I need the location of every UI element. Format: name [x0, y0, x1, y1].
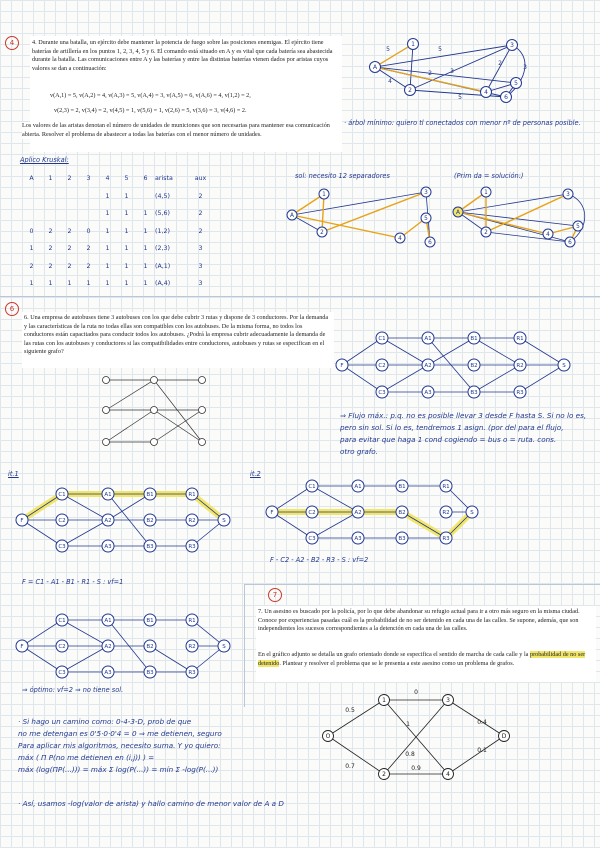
- cell: 1: [105, 262, 110, 270]
- flow-note-line-2: pero sin sol. Si lo es, tendremos 1 asign. (por del para el flujo,: [340, 423, 564, 432]
- problem-4-statement: 4. Durante una batalla, un ejército debe mantener la potencia de fuego sobre las posiciones enemigas. El ejército tiene baterías de artillería en los puntos 1, 2, 3, 4, 5 y 6. El comando está situado en A y es vital que cada batería sea abastecida durante la batalla. Las comunicaciones entre A y las baterías y entre las distintas baterías vienen dados por aristas cuyos valores se dan a continuación:: [32, 39, 333, 72]
- cell: 2: [198, 227, 203, 235]
- prim-solution-graph: [448, 182, 596, 252]
- flow-note-line-3: para evitar que haga 1 cond cogiendo = bus o = ruta. cons.: [340, 435, 557, 444]
- cell: [79, 188, 98, 206]
- svg-text:A1: A1: [354, 484, 362, 490]
- problem-7-printed-block: [256, 606, 596, 682]
- cell: 3: [198, 245, 203, 253]
- problem-7-graph: [316, 686, 516, 782]
- cell: (4,5): [155, 192, 170, 200]
- svg-text:4: 4: [546, 232, 550, 238]
- cell: 2: [67, 245, 72, 253]
- problem-4-weights-1: v(A,1) = 5, v(A,2) = 4, v(A,3) = 5, v(A,4) = 3, v(A,5) = 6, v(A,6) = 4, v(1,2) = 2,: [50, 92, 251, 99]
- svg-text:C2: C2: [58, 518, 66, 524]
- svg-text:A1: A1: [104, 618, 112, 624]
- edge-label: 0.4: [477, 719, 487, 726]
- section-divider: [0, 296, 600, 297]
- svg-text:C1: C1: [58, 618, 66, 624]
- svg-text:B1: B1: [470, 336, 478, 342]
- table-row: [22, 258, 210, 276]
- cell: 1: [143, 280, 148, 288]
- svg-text:A3: A3: [104, 544, 112, 550]
- path-1-result: F = C1 - A1 - B1 - R1 - S : vf=1: [22, 578, 124, 586]
- problem-6-number: 6: [5, 302, 19, 316]
- svg-text:C1: C1: [308, 484, 316, 490]
- svg-text:R1: R1: [188, 618, 196, 624]
- svg-text:A3: A3: [424, 390, 432, 396]
- table-row: [22, 223, 210, 241]
- note-line-3: Para aplicar mis algoritmos, necesito suma. Y yo quiero:: [18, 741, 221, 750]
- svg-text:R1: R1: [442, 484, 450, 490]
- header-cell: 6: [143, 175, 148, 183]
- cell: 1: [124, 262, 129, 270]
- cell: 1: [124, 227, 129, 235]
- kruskal-header-row: [22, 170, 210, 188]
- prim-note: (Prim da = solución:): [454, 172, 524, 180]
- svg-text:R3: R3: [516, 390, 524, 396]
- edge-3-6: [506, 45, 525, 97]
- iteration-1-graph: [10, 480, 238, 560]
- svg-text:B1: B1: [146, 492, 154, 498]
- cell: [79, 205, 98, 223]
- cell: 2: [86, 262, 91, 270]
- iteration-2-graph: [262, 476, 482, 552]
- cell: 1: [29, 280, 34, 288]
- cell: 2: [67, 227, 72, 235]
- svg-text:6: 6: [568, 240, 572, 246]
- svg-text:5: 5: [514, 80, 518, 87]
- cell: 1: [143, 210, 148, 218]
- svg-text:A2: A2: [104, 644, 112, 650]
- iteration-2-label: it.2: [250, 470, 261, 478]
- edge-label: 1: [406, 721, 410, 728]
- flow-note: [340, 410, 596, 458]
- cell: [60, 205, 79, 223]
- edge-label: 0.7: [345, 763, 355, 770]
- svg-text:B3: B3: [470, 390, 478, 396]
- svg-text:B2: B2: [146, 644, 154, 650]
- cell: 1: [48, 280, 53, 288]
- problem-6-printed-block: [22, 312, 334, 368]
- svg-text:F: F: [20, 518, 24, 524]
- cell: (2,3): [155, 245, 170, 253]
- svg-text:5: 5: [458, 94, 462, 101]
- node-label: 2: [382, 771, 386, 778]
- node-label: D: [501, 733, 507, 740]
- svg-text:A2: A2: [104, 518, 112, 524]
- table-row: [22, 240, 210, 258]
- svg-text:B2: B2: [470, 363, 478, 369]
- svg-text:R1: R1: [516, 336, 524, 342]
- problem-7-statement-a: 7. Un asesino es buscado por la policía, por lo que debe abandonar su refugio actual para ir a otro más seguro en la misma ciudad. Conoce por experiencias pasadas cuál es la probabilidad de no ser detenido en cada una de las calles. Se supone, además, que son independientes los sucesos correspondientes a la detención en cada una de las calles.: [258, 608, 580, 633]
- header-cell: A: [29, 175, 34, 183]
- node-label: 3: [446, 697, 450, 704]
- svg-text:4: 4: [484, 89, 488, 96]
- svg-text:B1: B1: [398, 484, 406, 490]
- problem-7-number: 7: [268, 588, 282, 602]
- svg-text:B3: B3: [398, 536, 406, 542]
- cell: 2: [48, 227, 53, 235]
- svg-text:2: 2: [428, 70, 432, 77]
- cell: 1: [124, 280, 129, 288]
- svg-text:A3: A3: [104, 670, 112, 676]
- problem-7-text-b: En el gráfico adjunto se detalla un grafo orientado donde se especifica el sentido de marcha de cada calle y la: [258, 651, 529, 658]
- svg-text:A2: A2: [354, 510, 362, 516]
- svg-text:2: 2: [408, 87, 412, 94]
- header-cell: 1: [48, 175, 53, 183]
- svg-text:C1: C1: [378, 336, 386, 342]
- svg-text:4: 4: [388, 78, 392, 85]
- edge-label: 0.9: [411, 765, 421, 772]
- table-row: [22, 188, 210, 206]
- cell: [41, 188, 60, 206]
- node-label: 4: [446, 771, 450, 778]
- svg-text:C2: C2: [58, 644, 66, 650]
- cell: 3: [198, 280, 203, 288]
- svg-text:C1: C1: [58, 492, 66, 498]
- cell: 1: [105, 245, 110, 253]
- cell: 1: [105, 210, 110, 218]
- cell: 2: [67, 262, 72, 270]
- svg-text:F: F: [270, 510, 274, 516]
- cell: 0: [86, 227, 91, 235]
- svg-text:A3: A3: [354, 536, 362, 542]
- svg-text:3: 3: [523, 64, 527, 71]
- cell: (A,1): [155, 262, 171, 270]
- cell: 1: [124, 210, 129, 218]
- problem-7-statement-b: [258, 651, 592, 668]
- svg-text:R3: R3: [188, 544, 196, 550]
- cell: [136, 188, 155, 206]
- svg-text:S: S: [470, 510, 474, 516]
- problem-7-notes: [18, 716, 318, 776]
- note-line-6: · Así, usamos -log(valor de arista) y hallo camino de menor valor de A a D: [18, 799, 284, 808]
- svg-text:6: 6: [504, 94, 508, 101]
- node-label: 1: [382, 697, 386, 704]
- svg-text:R1: R1: [188, 492, 196, 498]
- svg-text:C3: C3: [58, 670, 66, 676]
- problem-4-graph: [360, 35, 535, 113]
- svg-text:3: 3: [566, 192, 570, 198]
- note-line-4: máx ( Π P(no me detienen en (i,j)) ) =: [18, 753, 155, 762]
- path-2-result: F - C2 - A2 - B2 - R3 - S : vf=2: [270, 556, 369, 564]
- cell: 1: [29, 245, 34, 253]
- svg-text:4: 4: [398, 236, 402, 242]
- svg-text:1: 1: [484, 190, 488, 196]
- svg-text:R2: R2: [516, 363, 524, 369]
- node-label: O: [325, 733, 331, 740]
- cell: 0: [29, 227, 34, 235]
- svg-text:5: 5: [576, 224, 580, 230]
- cell: 2: [198, 192, 203, 200]
- cell: [60, 188, 79, 206]
- iteration-1-label: it.1: [8, 470, 19, 478]
- svg-text:5: 5: [386, 46, 390, 53]
- cell: 3: [198, 262, 203, 270]
- header-cell: aux: [194, 175, 207, 183]
- solution-note: sol: necesito 12 separadores: [295, 172, 390, 180]
- note-line-1: · Si hago un camino como: 0-4-3-D, prob de que: [18, 717, 192, 726]
- edge-label: 0: [414, 689, 418, 696]
- cell: 2: [198, 210, 203, 218]
- flow-network-graph: [328, 328, 598, 402]
- problem-6-printed-graph: [96, 372, 216, 454]
- svg-text:C3: C3: [378, 390, 386, 396]
- table-row: [22, 275, 210, 293]
- svg-text:S: S: [222, 518, 226, 524]
- cell: 2: [29, 262, 34, 270]
- svg-text:A: A: [372, 64, 378, 71]
- header-cell: arista: [155, 175, 173, 183]
- svg-text:A1: A1: [424, 336, 432, 342]
- cell: (5,6): [155, 210, 170, 218]
- svg-text:A: A: [456, 210, 460, 216]
- edge-2-3: [410, 45, 512, 90]
- svg-text:F: F: [340, 363, 344, 369]
- svg-text:2: 2: [484, 230, 488, 236]
- edge-1-2: [410, 44, 413, 90]
- edge-label: 0.5: [345, 707, 355, 714]
- svg-text:C2: C2: [308, 510, 316, 516]
- problem-4-weights-2: v(2,3) = 2, v(3,4) = 2, v(4,5) = 1, v(5,6) = 1, v(2,6) = 5, v(3,6) = 3, v(4,6) = 2.: [54, 107, 247, 114]
- cell: (1,2): [155, 227, 170, 235]
- cell: 1: [143, 227, 148, 235]
- cell: 1: [105, 192, 110, 200]
- iteration-3-graph: [10, 606, 238, 686]
- flow-note-line-1: ⇒ Flujo máx.: p.q. no es posible llevar 3 desde F hasta S. Si no lo es,: [340, 411, 587, 420]
- cell: 1: [143, 262, 148, 270]
- svg-text:2: 2: [320, 230, 324, 236]
- cell: [22, 205, 41, 223]
- svg-text:F: F: [20, 644, 24, 650]
- cell: 2: [48, 245, 53, 253]
- cell: (A,4): [155, 280, 171, 288]
- svg-text:B2: B2: [398, 510, 406, 516]
- kruskal-title: Aplico Kruskal:: [20, 156, 69, 164]
- svg-text:B3: B3: [146, 544, 154, 550]
- edge-label: 0.1: [477, 747, 487, 754]
- cell: 1: [124, 245, 129, 253]
- cell: 1: [86, 280, 91, 288]
- svg-text:C2: C2: [378, 363, 386, 369]
- svg-text:3: 3: [424, 190, 428, 196]
- table-row: [22, 205, 210, 223]
- svg-text:C3: C3: [58, 544, 66, 550]
- cell: 1: [124, 192, 129, 200]
- svg-text:R2: R2: [442, 510, 450, 516]
- note-line-5: máx (log(ΠP(...))) = máx Σ log(P(...)) = mín Σ -log(P(...)): [18, 765, 219, 774]
- svg-text:3: 3: [450, 68, 454, 75]
- svg-text:5: 5: [424, 216, 428, 222]
- svg-text:1: 1: [322, 192, 326, 198]
- optimo-note: ⇒ óptimo: vf=2 ⇒ no tiene sol.: [22, 686, 124, 694]
- cell: 1: [105, 227, 110, 235]
- problem-4-statement-2: Los valores de las aristas denotan el número de unidades de municiones que son necesarias para mantener esa comunicación abierta. Resolver el problema de abastecer a todas las baterías con el menor número de unidades.: [22, 122, 342, 139]
- cell: 1: [105, 280, 110, 288]
- svg-text:5: 5: [438, 46, 442, 53]
- svg-text:B3: B3: [146, 670, 154, 676]
- kruskal-table: [22, 170, 210, 293]
- svg-text:S: S: [222, 644, 226, 650]
- cell: 2: [86, 245, 91, 253]
- edge-a-3: [375, 45, 512, 67]
- svg-text:R2: R2: [188, 644, 196, 650]
- svg-text:S: S: [562, 363, 566, 369]
- problem-4-number: 4: [5, 36, 19, 50]
- highlighted-phrase: probabilidad de no ser detenido: [258, 651, 586, 667]
- svg-text:R2: R2: [188, 518, 196, 524]
- tree-note: · árbol mínimo: quiero tl conectados con menor nº de personas posible.: [344, 119, 581, 127]
- header-cell: 5: [124, 175, 129, 183]
- svg-text:C3: C3: [308, 536, 316, 542]
- problem-7-text-c: . Plantear y resolver el problema que se le presenta a este asesino como un problema de grafos.: [279, 659, 515, 667]
- svg-text:A1: A1: [104, 492, 112, 498]
- svg-text:R3: R3: [188, 670, 196, 676]
- cell: [22, 188, 41, 206]
- svg-text:B1: B1: [146, 618, 154, 624]
- cell: 1: [67, 280, 72, 288]
- svg-text:A: A: [290, 213, 294, 219]
- svg-text:3: 3: [510, 42, 514, 49]
- cell: 2: [48, 262, 53, 270]
- svg-text:B2: B2: [146, 518, 154, 524]
- edge-label: 0.8: [405, 751, 415, 758]
- cell: [41, 205, 60, 223]
- header-cell: 3: [86, 175, 91, 183]
- svg-text:R3: R3: [442, 536, 450, 542]
- kruskal-solution-graph: [282, 182, 444, 250]
- svg-text:1: 1: [411, 41, 415, 48]
- svg-text:A2: A2: [424, 363, 432, 369]
- svg-text:2: 2: [498, 60, 502, 67]
- svg-text:6: 6: [428, 240, 432, 246]
- problem-6-statement: 6. Una empresa de autobuses tiene 3 autobuses con los que debe cubrir 3 rutas y dispone de 3 conductores. Por la demanda y las características de la ruta no todas ellas son compatibles con los autobuses. De la misma forma, no todos los conductores están capacitados para conducir todos los autobuses. ¿Podrá la empresa cubrir adecuadamente la demanda de las rutas con los autobuses y conductores si las compatibilidades entre conductores, autobuses y rutas se especifican en el siguiente grafo?: [24, 314, 329, 356]
- header-cell: 4: [105, 175, 110, 183]
- header-cell: 2: [67, 175, 72, 183]
- cell: 1: [143, 245, 148, 253]
- flow-note-line-4: otro grafo.: [340, 447, 378, 456]
- note-line-2: no me detengan es 0'5·0·0'4 = 0 ⇒ me detienen, seguro: [18, 729, 222, 738]
